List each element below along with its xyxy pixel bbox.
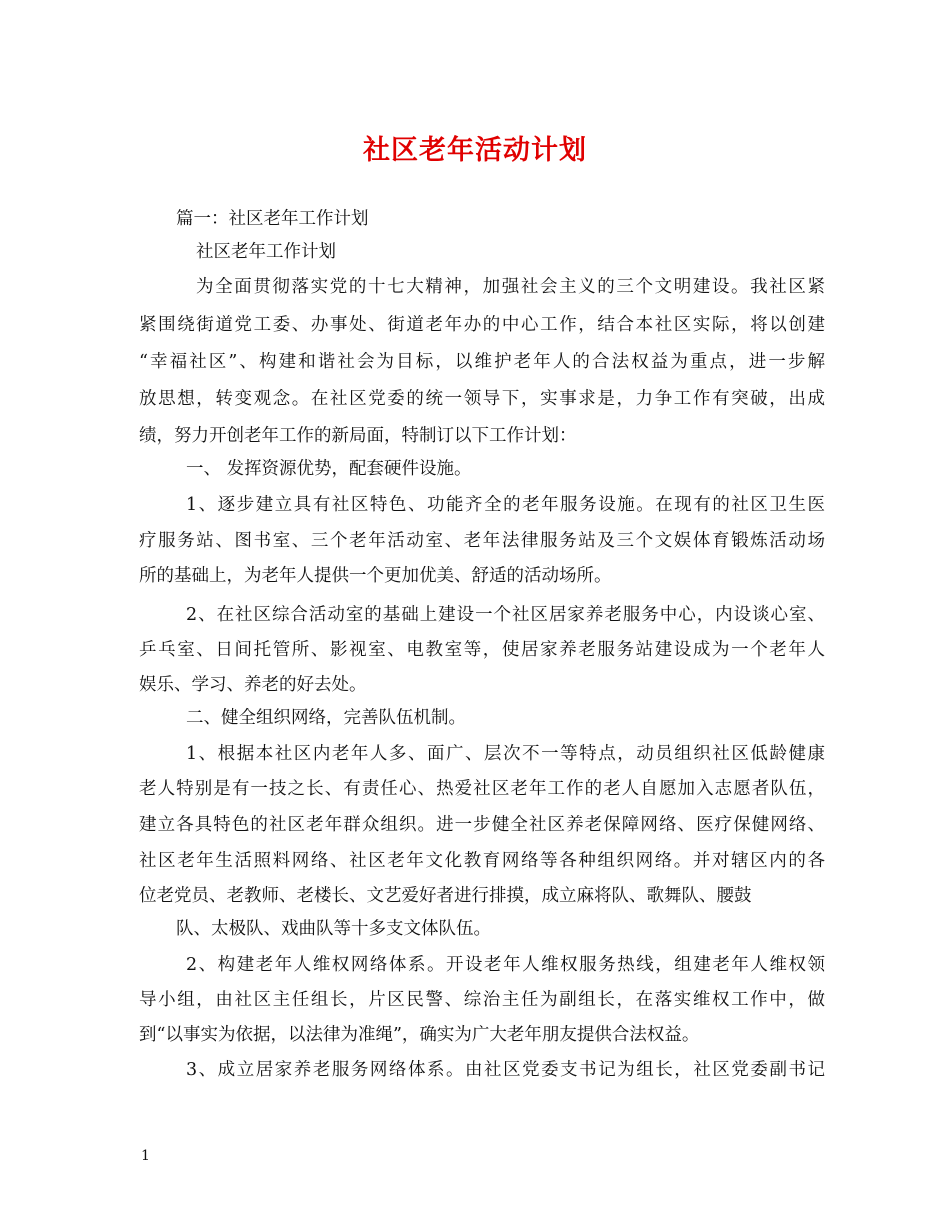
paragraph-line: 娱乐、学习、养老的好去处。 (139, 675, 367, 695)
paragraph-line: 疗服务站、图书室、三个老年活动室、老年法律服务站及三个文娱体育锻炼活动场 (139, 531, 825, 551)
paragraph-line: 队、太极队、戏曲队等十多支文体队伍。 (176, 919, 491, 939)
document-title: 社区老年活动计划 (363, 135, 587, 166)
paragraph-line: 乒乓室、日间托管所、影视室、电教室等，使居家养老服务站建设成为一个老年人 (139, 640, 825, 660)
paragraph-line: 3、成立居家养老服务网络体系。由社区党委支书记为组长，社区党委副书记 (186, 1060, 825, 1080)
paragraph-line: 所的基础上，为老年人提供一个更加优美、舒适的活动场所。 (139, 566, 612, 586)
paragraph-line: “幸福社区”、构建和谐社会为目标，以维护老年人的合法权益为重点，进一步解 (139, 352, 825, 372)
subheading: 社区老年工作计划 (196, 242, 336, 262)
paragraph-line: 1、逐步建立具有社区特色、功能齐全的老年服务设施。在现有的社区卫生医 (186, 495, 825, 515)
paragraph-line: 到“以事实为依据，以法律为准绳”，确实为广大老年朋友提供合法权益。 (139, 1025, 700, 1045)
section-heading: 二、健全组织网络，完善队伍机制。 (186, 708, 466, 728)
paragraph-line: 老人特别是有一技之长、有责任心、热爱社区老年工作的老人自愿加入志愿者队伍， (139, 779, 825, 799)
paragraph-line: 社区老年生活照料网络、社区老年文化教育网络等各种组织网络。并对辖区内的各 (139, 851, 825, 871)
paragraph-line: 紧围绕街道党工委、办事处、街道老年办的中心工作，结合本社区实际，将以创建 (139, 315, 825, 335)
paragraph-line: 放思想，转变观念。在社区党委的统一领导下，实事求是，力争工作有突破，出成 (139, 389, 825, 409)
paragraph-line: 绩，努力开创老年工作的新局面，特制订以下工作计划： (139, 426, 577, 446)
section-heading: 一、 发挥资源优势，配套硬件设施。 (186, 459, 472, 479)
paragraph-line: 2、在社区综合活动室的基础上建设一个社区居家养老服务中心，内设谈心室、 (186, 605, 825, 625)
section-heading: 篇一：社区老年工作计划 (176, 209, 369, 229)
paragraph-line: 建立各具特色的社区老年群众组织。进一步健全社区养老保障网络、医疗保健网络、 (139, 815, 825, 835)
paragraph-line: 2、构建老年人维权网络体系。开设老年人维权服务热线，组建老年人维权领 (186, 955, 825, 975)
paragraph-line: 导小组，由社区主任组长，片区民警、综治主任为副组长，在落实维权工作中，做 (139, 990, 825, 1010)
page-number: 1 (141, 1148, 150, 1164)
paragraph-line: 1、根据本社区内老年人多、面广、层次不一等特点，动员组织社区低龄健康 (186, 744, 825, 764)
paragraph-line: 为全面贯彻落实党的十七大精神，加强社会主义的三个文明建设。我社区紧 (196, 277, 825, 297)
paragraph-line: 位老党员、老教师、老楼长、文艺爱好者进行排摸，成立麻将队、歌舞队、腰鼓 (139, 886, 752, 906)
